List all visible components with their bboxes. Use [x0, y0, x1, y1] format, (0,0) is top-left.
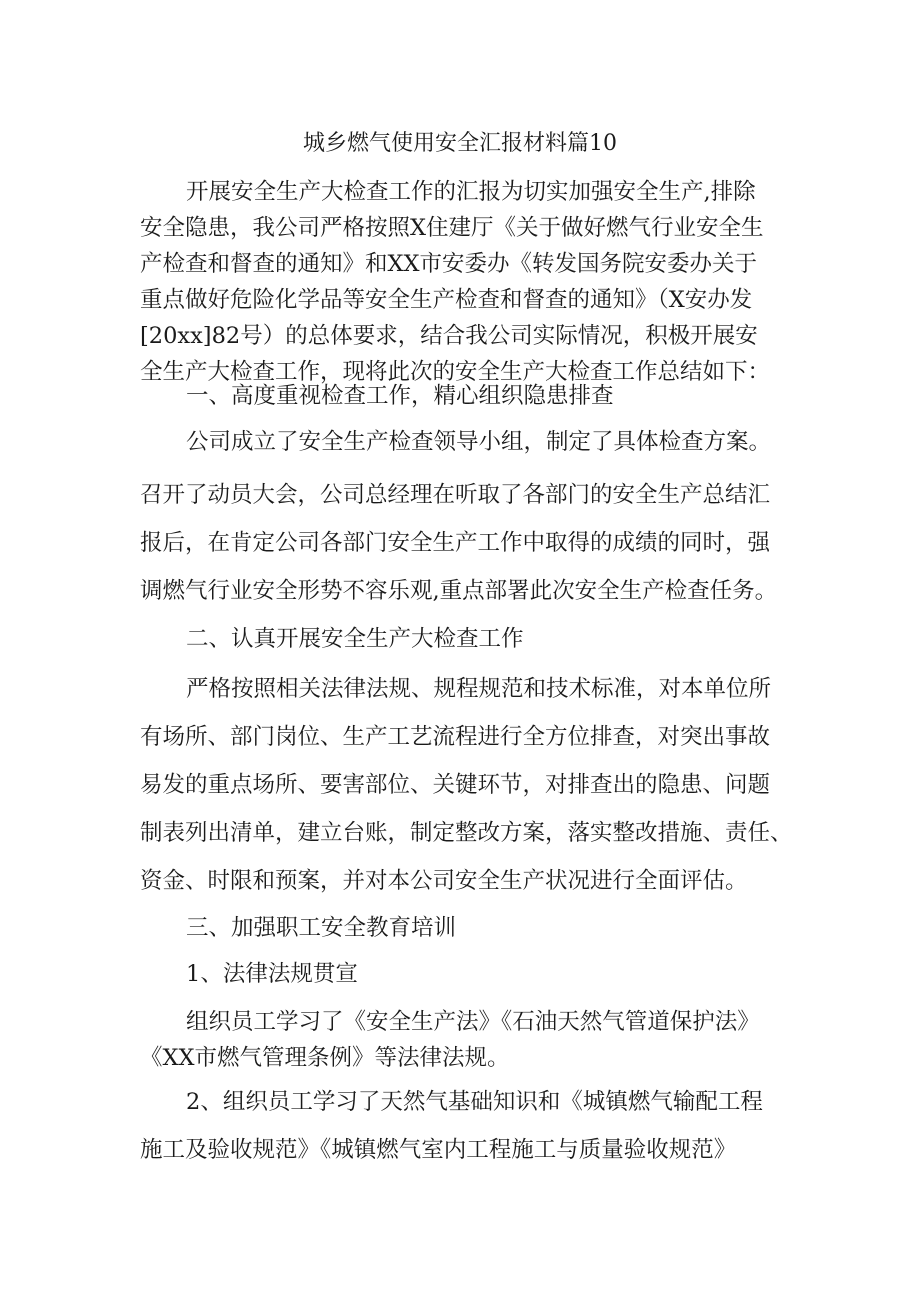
- intro-line: 产检查和督查的通知》和XX市安委办《转发国务院安委办关于: [140, 251, 758, 277]
- item2-line: 2、组织员工学习了天然气基础知识和《城镇燃气输配工程: [186, 1089, 763, 1115]
- item2-line: 施工及验收规范》《城镇燃气室内工程施工与质量验收规范》: [140, 1137, 737, 1163]
- section-heading: 三、加强职工安全教育培训: [186, 915, 457, 941]
- document-title: 城乡燃气使用安全汇报材料篇10: [303, 131, 617, 156]
- section2-line: 严格按照相关法律法规、规程规范和技术标准，对本单位所: [186, 676, 772, 702]
- section2-line: 易发的重点场所、要害部位、关键环节，对排查出的隐患、问题: [140, 772, 771, 798]
- intro-line: 开展安全生产大检查工作的汇报为切实加强安全生产,排除: [186, 179, 756, 205]
- section-heading: 二、认真开展安全生产大检查工作: [186, 626, 524, 652]
- section1-line: 公司成立了安全生产检查领导小组，制定了具体检查方案。: [186, 429, 772, 455]
- section-heading: 一、高度重视检查工作，精心组织隐患排查: [186, 383, 614, 409]
- intro-line: 全生产大检查工作，现将此次的安全生产大检查工作总结如下：: [140, 359, 771, 385]
- section1-line: 召开了动员大会，公司总经理在听取了各部门的安全生产总结汇: [140, 482, 771, 508]
- section2-line: 资金、时限和预案，并对本公司安全生产状况进行全面评估。: [140, 868, 748, 894]
- intro-line: [20xx]82号）的总体要求，结合我公司实际情况，积极开展安: [140, 323, 758, 349]
- intro-line: 重点做好危险化学品等安全生产检查和督查的通知》（X安办发: [140, 287, 753, 313]
- item1-line: 《XX市燃气管理条例》等法律法规。: [140, 1045, 510, 1071]
- intro-line: 安全隐患，我公司严格按照X住建厅《关于做好燃气行业安全生: [140, 215, 764, 241]
- item1-line: 组织员工学习了《安全生产法》《石油天然气管道保护法》: [186, 1009, 760, 1035]
- section2-line: 有场所、部门岗位、生产工艺流程进行全方位排查，对突出事故: [140, 724, 771, 750]
- section1-line: 报后，在肯定公司各部门安全生产工作中取得的成绩的同时，强: [140, 530, 771, 556]
- item-heading: 1、法律法规贯宣: [186, 961, 358, 987]
- section2-line: 制表列出清单，建立台账，制定整改方案，落实整改措施、责任、: [140, 820, 793, 846]
- section1-line: 调燃气行业安全形势不容乐观,重点部署此次安全生产检查任务。: [140, 578, 778, 604]
